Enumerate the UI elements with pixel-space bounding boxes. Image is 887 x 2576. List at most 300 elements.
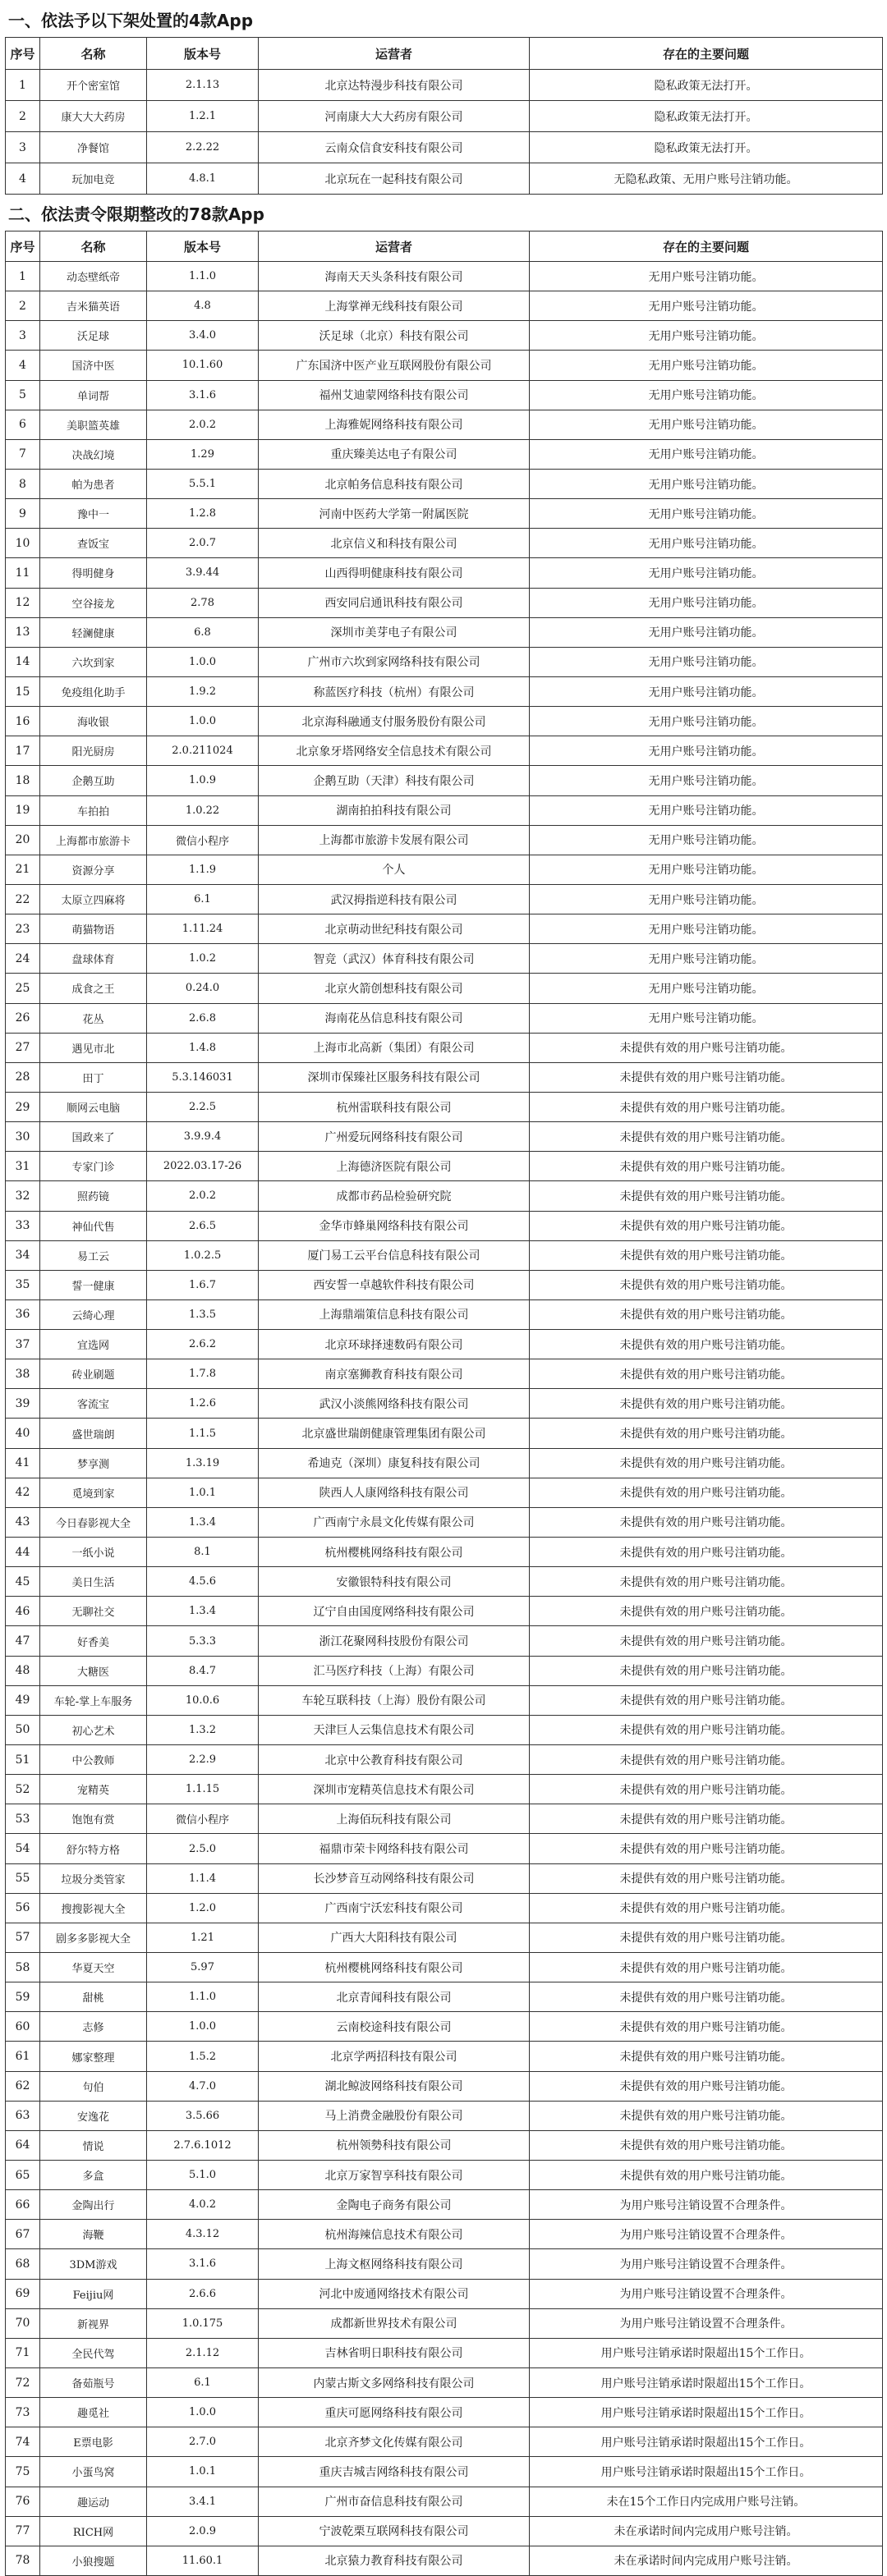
cell-index: 59	[6, 1982, 40, 2012]
cell-version: 3.1.6	[147, 380, 259, 410]
cell-app-name: Feijiu网	[40, 2279, 147, 2308]
cell-app-name: 顺网云电脑	[40, 1092, 147, 1121]
table-row	[6, 795, 883, 825]
cell-issue: 未提供有效的用户账号注销功能。	[530, 1181, 883, 1211]
cell-operator: 金陶电子商务有限公司	[259, 2190, 530, 2220]
cell-app-name: 企鹅互助	[40, 766, 147, 795]
cell-issue: 为用户账号注销设置不合理条件。	[530, 2308, 883, 2338]
cell-issue: 未提供有效的用户账号注销功能。	[530, 1775, 883, 1804]
cell-issue: 为用户账号注销设置不合理条件。	[530, 2190, 883, 2220]
cell-version: 1.4.8	[147, 1033, 259, 1062]
cell-version: 1.3.2	[147, 1715, 259, 1744]
cell-issue: 为用户账号注销设置不合理条件。	[530, 2279, 883, 2308]
cell-operator: 宁波乾栗互联网科技有限公司	[259, 2516, 530, 2546]
cell-operator: 广州市六坎到家网络科技有限公司	[259, 647, 530, 676]
cell-version: 5.3.146031	[147, 1062, 259, 1092]
cell-index: 5	[6, 380, 40, 410]
table-rectification-apps	[5, 231, 883, 2576]
cell-operator: 武汉拇指逆科技有限公司	[259, 884, 530, 914]
table-row	[6, 2487, 883, 2516]
cell-issue: 无用户账号注销功能。	[530, 262, 883, 291]
cell-version: 2.0.2	[147, 410, 259, 439]
cell-issue: 无用户账号注销功能。	[530, 380, 883, 410]
table-row	[6, 163, 883, 195]
table-row	[6, 262, 883, 291]
cell-version: 1.9.2	[147, 676, 259, 706]
cell-operator: 安徽银特科技有限公司	[259, 1567, 530, 1597]
cell-index: 32	[6, 1181, 40, 1211]
cell-issue: 无用户账号注销功能。	[530, 588, 883, 617]
cell-version: 6.1	[147, 2367, 259, 2397]
cell-index: 4	[6, 351, 40, 380]
cell-operator: 上海文枢网络科技有限公司	[259, 2249, 530, 2279]
cell-app-name: 华夏天空	[40, 1953, 147, 1982]
cell-issue: 无用户账号注销功能。	[530, 439, 883, 469]
cell-app-name: 备茹瓶号	[40, 2367, 147, 2397]
cell-app-name: 客流宝	[40, 1389, 147, 1419]
cell-operator: 北京环球择速数码有限公司	[259, 1330, 530, 1359]
cell-issue: 未提供有效的用户账号注销功能。	[530, 1478, 883, 1507]
cell-index: 3	[6, 132, 40, 163]
cell-issue: 未提供有效的用户账号注销功能。	[530, 1685, 883, 1715]
table-row	[6, 2161, 883, 2190]
cell-index: 47	[6, 1626, 40, 1656]
cell-issue: 无用户账号注销功能。	[530, 469, 883, 498]
table-row	[6, 1330, 883, 1359]
table-row	[6, 1299, 883, 1329]
cell-version: 1.0.0	[147, 647, 259, 676]
cell-index: 77	[6, 2516, 40, 2546]
cell-issue: 无用户账号注销功能。	[530, 291, 883, 321]
table-row	[6, 410, 883, 439]
cell-index: 43	[6, 1507, 40, 1537]
cell-app-name: 得明健身	[40, 558, 147, 588]
cell-operator: 北京青闻科技有限公司	[259, 1982, 530, 2012]
cell-operator: 内蒙古斯文多网络科技有限公司	[259, 2367, 530, 2397]
cell-index: 42	[6, 1478, 40, 1507]
cell-version: 1.3.4	[147, 1507, 259, 1537]
cell-index: 53	[6, 1804, 40, 1834]
cell-version: 2.0.7	[147, 529, 259, 558]
table-row	[6, 1448, 883, 1478]
header-name: 名称	[40, 231, 147, 262]
cell-operator: 个人	[259, 855, 530, 884]
cell-index: 23	[6, 914, 40, 944]
cell-index: 19	[6, 795, 40, 825]
table-row	[6, 1538, 883, 1567]
cell-version: 微信小程序	[147, 1804, 259, 1834]
table-row	[6, 2427, 883, 2457]
table-row	[6, 101, 883, 132]
table-row	[6, 1597, 883, 1626]
table-row	[6, 617, 883, 647]
cell-operator: 深圳市宠精英信息技术有限公司	[259, 1775, 530, 1804]
cell-app-name: 六坎到家	[40, 647, 147, 676]
cell-issue: 未提供有效的用户账号注销功能。	[530, 1538, 883, 1567]
header-index: 序号	[6, 231, 40, 262]
table-row	[6, 529, 883, 558]
cell-version: 3.4.0	[147, 321, 259, 351]
cell-operator: 西安誓一卓越软件科技有限公司	[259, 1270, 530, 1299]
cell-index: 46	[6, 1597, 40, 1626]
cell-operator: 广西南宁沃宏科技有限公司	[259, 1893, 530, 1923]
cell-version: 1.2.6	[147, 1389, 259, 1419]
cell-app-name: 搜搜影视大全	[40, 1893, 147, 1923]
cell-issue: 未提供有效的用户账号注销功能。	[530, 1448, 883, 1478]
table-row	[6, 884, 883, 914]
cell-app-name: 美职篮英雄	[40, 410, 147, 439]
cell-operator: 海南天天头条科技有限公司	[259, 262, 530, 291]
table-row	[6, 499, 883, 529]
cell-operator: 杭州樱桃网络科技有限公司	[259, 1953, 530, 1982]
cell-version: 4.8.1	[147, 163, 259, 195]
cell-version: 1.2.0	[147, 1893, 259, 1923]
cell-app-name: 单词帮	[40, 380, 147, 410]
cell-operator: 重庆可愿网络科技有限公司	[259, 2398, 530, 2427]
cell-operator: 浙江花聚网科技股份有限公司	[259, 1626, 530, 1656]
cell-version: 1.6.7	[147, 1270, 259, 1299]
cell-app-name: 资源分享	[40, 855, 147, 884]
table-row	[6, 1863, 883, 1893]
cell-version: 10.0.6	[147, 1685, 259, 1715]
cell-issue: 无用户账号注销功能。	[530, 351, 883, 380]
table-row	[6, 1893, 883, 1923]
cell-app-name: 美日生活	[40, 1567, 147, 1597]
cell-app-name: 娜家整理	[40, 2042, 147, 2071]
cell-app-name: 国济中医	[40, 351, 147, 380]
cell-index: 4	[6, 163, 40, 195]
table-row	[6, 944, 883, 974]
header-version: 版本号	[147, 38, 259, 70]
cell-app-name: 空谷接龙	[40, 588, 147, 617]
header-operator: 运营者	[259, 231, 530, 262]
table-row	[6, 1953, 883, 1982]
cell-issue: 未在承诺时间内完成用户账号注销。	[530, 2516, 883, 2546]
cell-app-name: 成食之王	[40, 974, 147, 1003]
table-row	[6, 1923, 883, 1952]
cell-app-name: 萌猫物语	[40, 914, 147, 944]
cell-app-name: 决战幻境	[40, 439, 147, 469]
cell-index: 78	[6, 2546, 40, 2575]
table-row	[6, 321, 883, 351]
cell-operator: 希迪克（深圳）康复科技有限公司	[259, 1448, 530, 1478]
cell-version: 1.0.0	[147, 2012, 259, 2042]
cell-operator: 河北中废通网络技术有限公司	[259, 2279, 530, 2308]
cell-issue: 无用户账号注销功能。	[530, 855, 883, 884]
cell-version: 2.6.2	[147, 1330, 259, 1359]
cell-app-name: 易工云	[40, 1240, 147, 1270]
cell-index: 54	[6, 1834, 40, 1863]
cell-app-name: 上海都市旅游卡	[40, 825, 147, 855]
cell-version: 1.1.0	[147, 1982, 259, 2012]
table-row	[6, 1359, 883, 1389]
cell-issue: 无用户账号注销功能。	[530, 499, 883, 529]
cell-version: 2022.03.17-26	[147, 1152, 259, 1181]
cell-app-name: 一纸小说	[40, 1538, 147, 1567]
cell-app-name: 全民代驾	[40, 2338, 147, 2367]
cell-index: 31	[6, 1152, 40, 1181]
cell-version: 2.1.12	[147, 2338, 259, 2367]
table-row	[6, 351, 883, 380]
cell-version: 6.1	[147, 884, 259, 914]
cell-index: 7	[6, 439, 40, 469]
table-header-row	[6, 38, 883, 70]
cell-operator: 福鼎市荣卡网络科技有限公司	[259, 1834, 530, 1863]
table-row	[6, 1567, 883, 1597]
cell-app-name: 开个密室馆	[40, 70, 147, 101]
cell-version: 5.97	[147, 1953, 259, 1982]
cell-app-name: 情说	[40, 2130, 147, 2160]
cell-issue: 未提供有效的用户账号注销功能。	[530, 1834, 883, 1863]
cell-index: 70	[6, 2308, 40, 2338]
cell-index: 75	[6, 2457, 40, 2487]
table-row	[6, 588, 883, 617]
cell-index: 44	[6, 1538, 40, 1567]
cell-index: 71	[6, 2338, 40, 2367]
cell-issue: 未提供有效的用户账号注销功能。	[530, 1567, 883, 1597]
cell-index: 11	[6, 558, 40, 588]
cell-index: 40	[6, 1419, 40, 1448]
cell-issue: 未提供有效的用户账号注销功能。	[530, 1359, 883, 1389]
cell-version: 4.3.12	[147, 2220, 259, 2249]
cell-app-name: 吉米猫英语	[40, 291, 147, 321]
cell-version: 2.6.6	[147, 2279, 259, 2308]
cell-version: 2.2.9	[147, 1745, 259, 1775]
cell-operator: 北京海科融通支付服务股份有限公司	[259, 707, 530, 736]
cell-operator: 深圳市保臻社区服务科技有限公司	[259, 1062, 530, 1092]
header-issue: 存在的主要问题	[530, 38, 883, 70]
cell-app-name: 盘球体育	[40, 944, 147, 974]
cell-version: 4.7.0	[147, 2071, 259, 2101]
cell-issue: 未提供有效的用户账号注销功能。	[530, 2012, 883, 2042]
cell-version: 1.0.2.5	[147, 1240, 259, 1270]
cell-index: 20	[6, 825, 40, 855]
cell-issue: 用户账号注销承诺时限超出15个工作日。	[530, 2457, 883, 2487]
table-row	[6, 1478, 883, 1507]
table-row	[6, 2338, 883, 2367]
cell-index: 2	[6, 291, 40, 321]
cell-app-name: 志修	[40, 2012, 147, 2042]
cell-index: 64	[6, 2130, 40, 2160]
cell-version: 2.0.9	[147, 2516, 259, 2546]
table-row	[6, 2516, 883, 2546]
table-body	[6, 70, 883, 195]
table-row	[6, 1270, 883, 1299]
cell-version: 2.2.22	[147, 132, 259, 163]
cell-index: 6	[6, 410, 40, 439]
cell-app-name: RICH网	[40, 2516, 147, 2546]
cell-issue: 无用户账号注销功能。	[530, 944, 883, 974]
cell-operator: 北京萌动世纪科技有限公司	[259, 914, 530, 944]
cell-issue: 无用户账号注销功能。	[530, 795, 883, 825]
cell-app-name: 沃足球	[40, 321, 147, 351]
cell-operator: 广州市奋信息科技有限公司	[259, 2487, 530, 2516]
cell-version: 8.1	[147, 1538, 259, 1567]
cell-app-name: 免疫组化助手	[40, 676, 147, 706]
header-operator: 运营者	[259, 38, 530, 70]
cell-index: 22	[6, 884, 40, 914]
cell-app-name: 神仙代售	[40, 1211, 147, 1240]
table-row	[6, 2071, 883, 2101]
cell-issue: 无用户账号注销功能。	[530, 558, 883, 588]
cell-version: 4.8	[147, 291, 259, 321]
cell-issue: 无用户账号注销功能。	[530, 321, 883, 351]
cell-issue: 未提供有效的用户账号注销功能。	[530, 1715, 883, 1744]
cell-app-name: 无聊社交	[40, 1597, 147, 1626]
cell-issue: 未提供有效的用户账号注销功能。	[530, 1507, 883, 1537]
cell-index: 38	[6, 1359, 40, 1389]
cell-index: 13	[6, 617, 40, 647]
cell-version: 1.11.24	[147, 914, 259, 944]
cell-index: 48	[6, 1656, 40, 1685]
cell-issue: 未在15个工作日内完成用户账号注销。	[530, 2487, 883, 2516]
table-row	[6, 855, 883, 884]
cell-issue: 未提供有效的用户账号注销功能。	[530, 1626, 883, 1656]
table-row	[6, 1211, 883, 1240]
cell-app-name: 康大大大药房	[40, 101, 147, 132]
document	[0, 4, 887, 2569]
cell-issue: 未在承诺时间内完成用户账号注销。	[530, 2546, 883, 2575]
table-row	[6, 825, 883, 855]
cell-app-name: 盛世瑞朗	[40, 1419, 147, 1448]
cell-issue: 隐私政策无法打开。	[530, 70, 883, 101]
cell-index: 49	[6, 1685, 40, 1715]
cell-app-name: 甜桃	[40, 1982, 147, 2012]
cell-operator: 武汉小淡熊网络科技有限公司	[259, 1389, 530, 1419]
cell-app-name: 安逸花	[40, 2101, 147, 2130]
cell-app-name: 云绮心理	[40, 1299, 147, 1329]
cell-index: 45	[6, 1567, 40, 1597]
cell-operator: 福州艾迪蒙网络科技有限公司	[259, 380, 530, 410]
cell-operator: 广州爱玩网络科技有限公司	[259, 1122, 530, 1152]
cell-app-name: 多盒	[40, 2161, 147, 2190]
table-row	[6, 1804, 883, 1834]
cell-operator: 湖北鲸波网络科技有限公司	[259, 2071, 530, 2101]
cell-operator: 山西得明健康科技有限公司	[259, 558, 530, 588]
table-row	[6, 766, 883, 795]
cell-operator: 重庆臻美达电子有限公司	[259, 439, 530, 469]
cell-operator: 企鹅互助（天津）科技有限公司	[259, 766, 530, 795]
cell-issue: 用户账号注销承诺时限超出15个工作日。	[530, 2338, 883, 2367]
cell-operator: 北京齐梦文化传媒有限公司	[259, 2427, 530, 2457]
cell-issue: 无用户账号注销功能。	[530, 884, 883, 914]
cell-issue: 未提供有效的用户账号注销功能。	[530, 1953, 883, 1982]
cell-version: 2.2.5	[147, 1092, 259, 1121]
cell-app-name: 宠精英	[40, 1775, 147, 1804]
table-row	[6, 2012, 883, 2042]
cell-operator: 湖南拍拍科技有限公司	[259, 795, 530, 825]
cell-app-name: 查饭宝	[40, 529, 147, 558]
cell-app-name: 饱饱有赏	[40, 1804, 147, 1834]
cell-app-name: 阳光厨房	[40, 736, 147, 766]
cell-version: 1.1.0	[147, 262, 259, 291]
cell-operator: 北京万家智享科技有限公司	[259, 2161, 530, 2190]
cell-index: 12	[6, 588, 40, 617]
cell-index: 24	[6, 944, 40, 974]
cell-index: 74	[6, 2427, 40, 2457]
cell-app-name: 3DM游戏	[40, 2249, 147, 2279]
cell-app-name: 豫中一	[40, 499, 147, 529]
cell-index: 8	[6, 469, 40, 498]
cell-index: 26	[6, 1003, 40, 1033]
cell-issue: 用户账号注销承诺时限超出15个工作日。	[530, 2398, 883, 2427]
cell-app-name: 小狼搜题	[40, 2546, 147, 2575]
cell-issue: 隐私政策无法打开。	[530, 101, 883, 132]
cell-issue: 未提供有效的用户账号注销功能。	[530, 1330, 883, 1359]
cell-index: 25	[6, 974, 40, 1003]
table-row	[6, 2249, 883, 2279]
table-row	[6, 974, 883, 1003]
cell-version: 1.1.4	[147, 1863, 259, 1893]
cell-issue: 未提供有效的用户账号注销功能。	[530, 1152, 883, 1181]
cell-version: 1.5.2	[147, 2042, 259, 2071]
cell-index: 60	[6, 2012, 40, 2042]
cell-issue: 未提供有效的用户账号注销功能。	[530, 1863, 883, 1893]
cell-version: 8.4.7	[147, 1656, 259, 1685]
cell-index: 37	[6, 1330, 40, 1359]
cell-issue: 用户账号注销承诺时限超出15个工作日。	[530, 2367, 883, 2397]
cell-app-name: 今日春影视大全	[40, 1507, 147, 1537]
cell-version: 1.1.5	[147, 1419, 259, 1448]
cell-version: 2.7.6.1012	[147, 2130, 259, 2160]
cell-issue: 无用户账号注销功能。	[530, 914, 883, 944]
cell-version: 微信小程序	[147, 825, 259, 855]
cell-version: 4.5.6	[147, 1567, 259, 1597]
cell-issue: 未提供有效的用户账号注销功能。	[530, 1893, 883, 1923]
cell-operator: 云南校途科技有限公司	[259, 2012, 530, 2042]
table-row	[6, 1507, 883, 1537]
cell-index: 27	[6, 1033, 40, 1062]
cell-issue: 未提供有效的用户账号注销功能。	[530, 1597, 883, 1626]
cell-version: 3.9.44	[147, 558, 259, 588]
cell-app-name: 专家门诊	[40, 1152, 147, 1181]
table-row	[6, 2101, 883, 2130]
cell-app-name: 大糖医	[40, 1656, 147, 1685]
cell-version: 1.0.2	[147, 944, 259, 974]
cell-version: 2.7.0	[147, 2427, 259, 2457]
cell-issue: 无隐私政策、无用户账号注销功能。	[530, 163, 883, 195]
cell-operator: 成都新世界技术有限公司	[259, 2308, 530, 2338]
cell-operator: 广西大大阳科技有限公司	[259, 1923, 530, 1952]
cell-operator: 广东国济中医产业互联网股份有限公司	[259, 351, 530, 380]
cell-app-name: 趣运动	[40, 2487, 147, 2516]
cell-index: 3	[6, 321, 40, 351]
cell-operator: 汇马医疗科技（上海）有限公司	[259, 1656, 530, 1685]
cell-operator: 上海都市旅游卡发展有限公司	[259, 825, 530, 855]
table-row	[6, 2546, 883, 2575]
cell-index: 73	[6, 2398, 40, 2427]
cell-index: 61	[6, 2042, 40, 2071]
table-row	[6, 2398, 883, 2427]
cell-operator: 河南康大大大药房有限公司	[259, 101, 530, 132]
table-row	[6, 1834, 883, 1863]
cell-issue: 无用户账号注销功能。	[530, 707, 883, 736]
cell-version: 1.3.5	[147, 1299, 259, 1329]
cell-index: 66	[6, 2190, 40, 2220]
cell-version: 1.3.4	[147, 1597, 259, 1626]
cell-version: 1.21	[147, 1923, 259, 1952]
cell-issue: 未提供有效的用户账号注销功能。	[530, 2071, 883, 2101]
cell-version: 1.29	[147, 439, 259, 469]
cell-app-name: 垃圾分类管家	[40, 1863, 147, 1893]
cell-version: 1.3.19	[147, 1448, 259, 1478]
cell-issue: 未提供有效的用户账号注销功能。	[530, 1923, 883, 1952]
cell-issue: 未提供有效的用户账号注销功能。	[530, 1240, 883, 1270]
table-row	[6, 647, 883, 676]
cell-issue: 用户账号注销承诺时限超出15个工作日。	[530, 2427, 883, 2457]
cell-operator: 北京盛世瑞朗健康管理集团有限公司	[259, 1419, 530, 1448]
table-row	[6, 676, 883, 706]
